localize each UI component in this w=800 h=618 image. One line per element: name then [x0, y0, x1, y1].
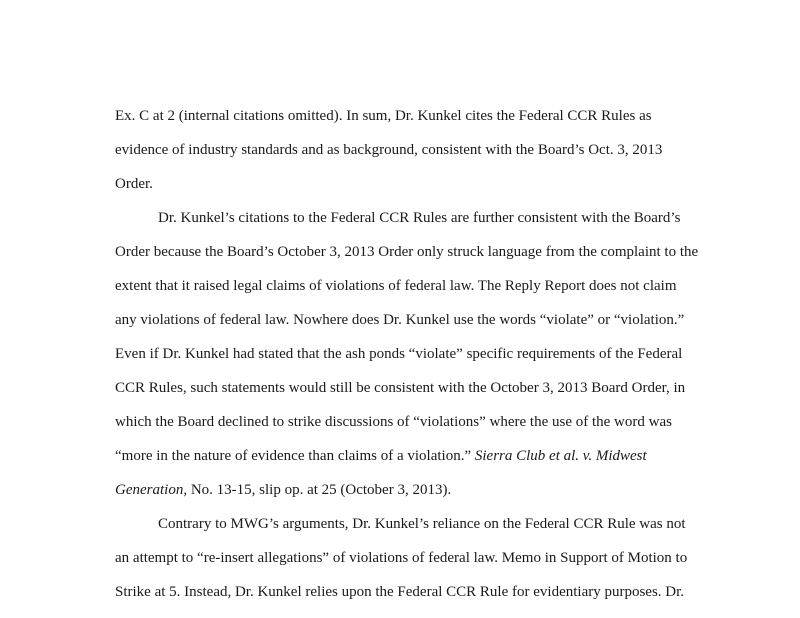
body-text-line: CCR Rules, such statements would still be consistent with the October 3, 2013 Board Order, in — [115, 380, 686, 396]
case-citation-italic: Sierra Club et al. v. Midwest — [474, 448, 647, 464]
body-text-line — [115, 447, 647, 465]
body-text-line: Strike at 5. Instead, Dr. Kunkel relies upon the Federal CCR Rule for evidentiary purposes. Dr. — [115, 584, 685, 600]
case-citation-italic: Generation — [115, 482, 184, 498]
line-text: “more in the nature of evidence than claims of a violation.” — [115, 448, 475, 464]
body-text-line: which the Board declined to strike discussions of “violations” where the use of the word was — [115, 414, 672, 430]
body-text-line: Order because the Board’s October 3, 2013 Order only struck language from the complaint to the — [115, 244, 699, 260]
body-text-line: Even if Dr. Kunkel had stated that the ash ponds “violate” specific requirements of the Federal — [115, 346, 683, 362]
paragraph-first-line: Dr. Kunkel’s citations to the Federal CCR Rules are further consistent with the Board’s — [158, 210, 681, 226]
body-text-line: an attempt to “re-insert allegations” of violations of federal law. Memo in Support of Motion to — [115, 550, 688, 566]
body-text-line — [115, 481, 451, 499]
paragraph-first-line: Contrary to MWG’s arguments, Dr. Kunkel’s reliance on the Federal CCR Rule was not — [158, 516, 686, 532]
body-text-line: Ex. C at 2 (internal citations omitted). In sum, Dr. Kunkel cites the Federal CCR Rules as — [115, 108, 652, 124]
body-text-line: extent that it raised legal claims of violations of federal law. The Reply Report does not claim — [115, 278, 677, 294]
line-text: , No. 13-15, slip op. at 25 (October 3, 2013). — [183, 482, 452, 498]
body-text-line: evidence of industry standards and as background, consistent with the Board’s Oct. 3, 2013 — [115, 142, 663, 158]
body-text-line: any violations of federal law. Nowhere does Dr. Kunkel use the words “violate” or “violation.” — [115, 312, 685, 328]
body-text-line: Order. — [115, 176, 153, 192]
